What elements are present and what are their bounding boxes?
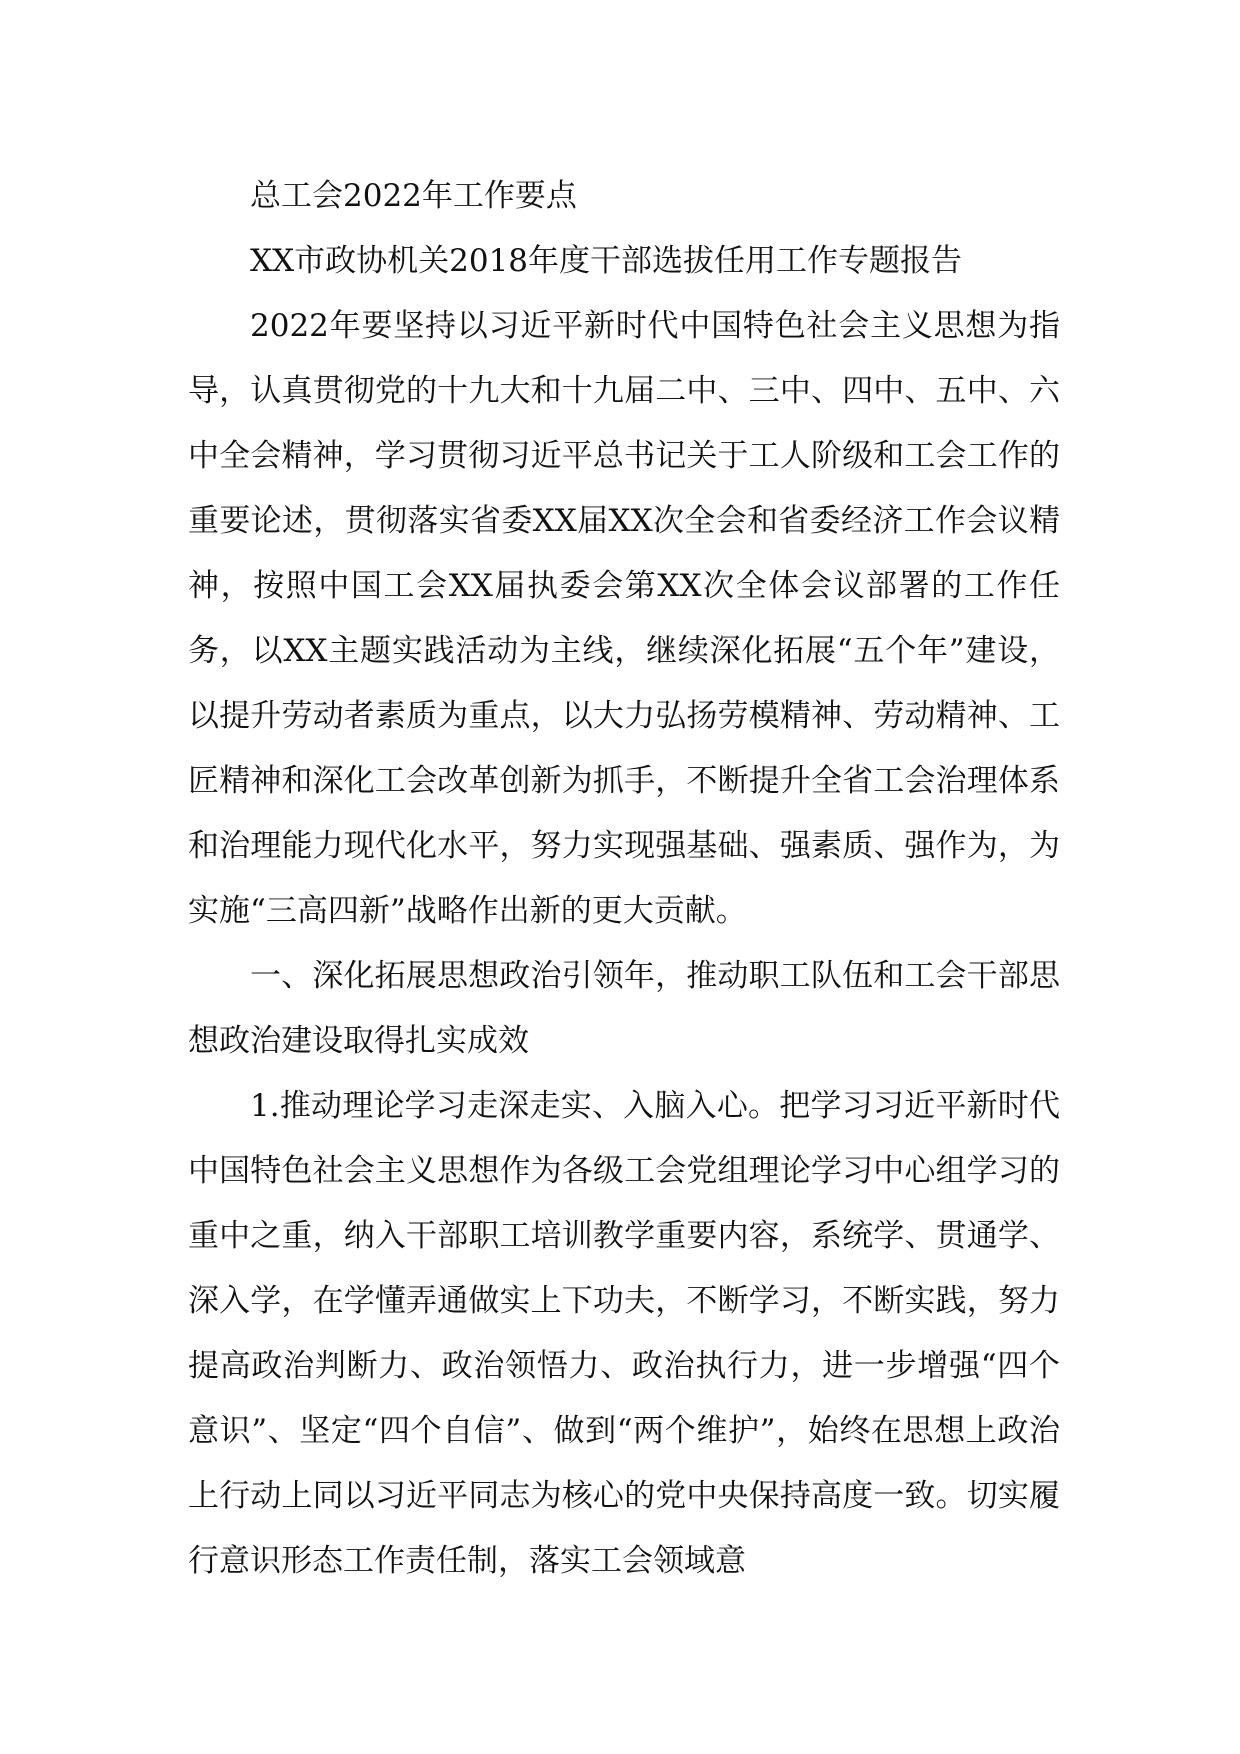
paragraph-intro: 2022年要坚持以习近平新时代中国特色社会主义思想为指导，认真贯彻党的十九大和十九届二中、三中、四中、五中、六中全会精神，学习贯彻习近平总书记关于工人阶级和工会工作的重要论述，贯彻落实省委XX届XX次全会和省委经济工作会议精神，按照中国工会XX届执委会第XX次全体会议部署的工作任务，以XX主题实践活动为主线，继续深化拓展“五个年”建设，以提升劳动者素质为重点，以大力弘扬劳模精神、劳动精神、工匠精神和深化工会改革创新为抓手，不断提升全省工会治理体系和治理能力现代化水平，努力实现强基础、强素质、强作为，为实施“三高四新”战略作出新的更大贡献。 — [188, 308, 1060, 929]
document-subtitle: XX市政协机关2018年度干部选拔任用工作专题报告 — [250, 243, 963, 279]
document-title: 总工会2022年工作要点 — [250, 178, 577, 214]
document-body — [188, 164, 1060, 1594]
paragraph-item-1: 1.推动理论学习走深走实、入脑入心。把学习习近平新时代中国特色社会主义思想作为各级工会党组理论学习中心组学习的重中之重，纳入干部职工培训教学重要内容，系统学、贯通学、深入学，在学懂弄通做实上下功夫，不断学习，不断实践，努力提高政治判断力、政治领悟力、政治执行力，进一步增强“四个意识”、坚定“四个自信”、做到“两个维护”，始终在思想上政治上行动上同以习近平同志为核心的党中央保持高度一致。切实履行意识形态工作责任制，落实工会领域意 — [188, 1088, 1060, 1579]
section-heading-1: 一、深化拓展思想政治引领年，推动职工队伍和工会干部思想政治建设取得扎实成效 — [188, 958, 1060, 1059]
